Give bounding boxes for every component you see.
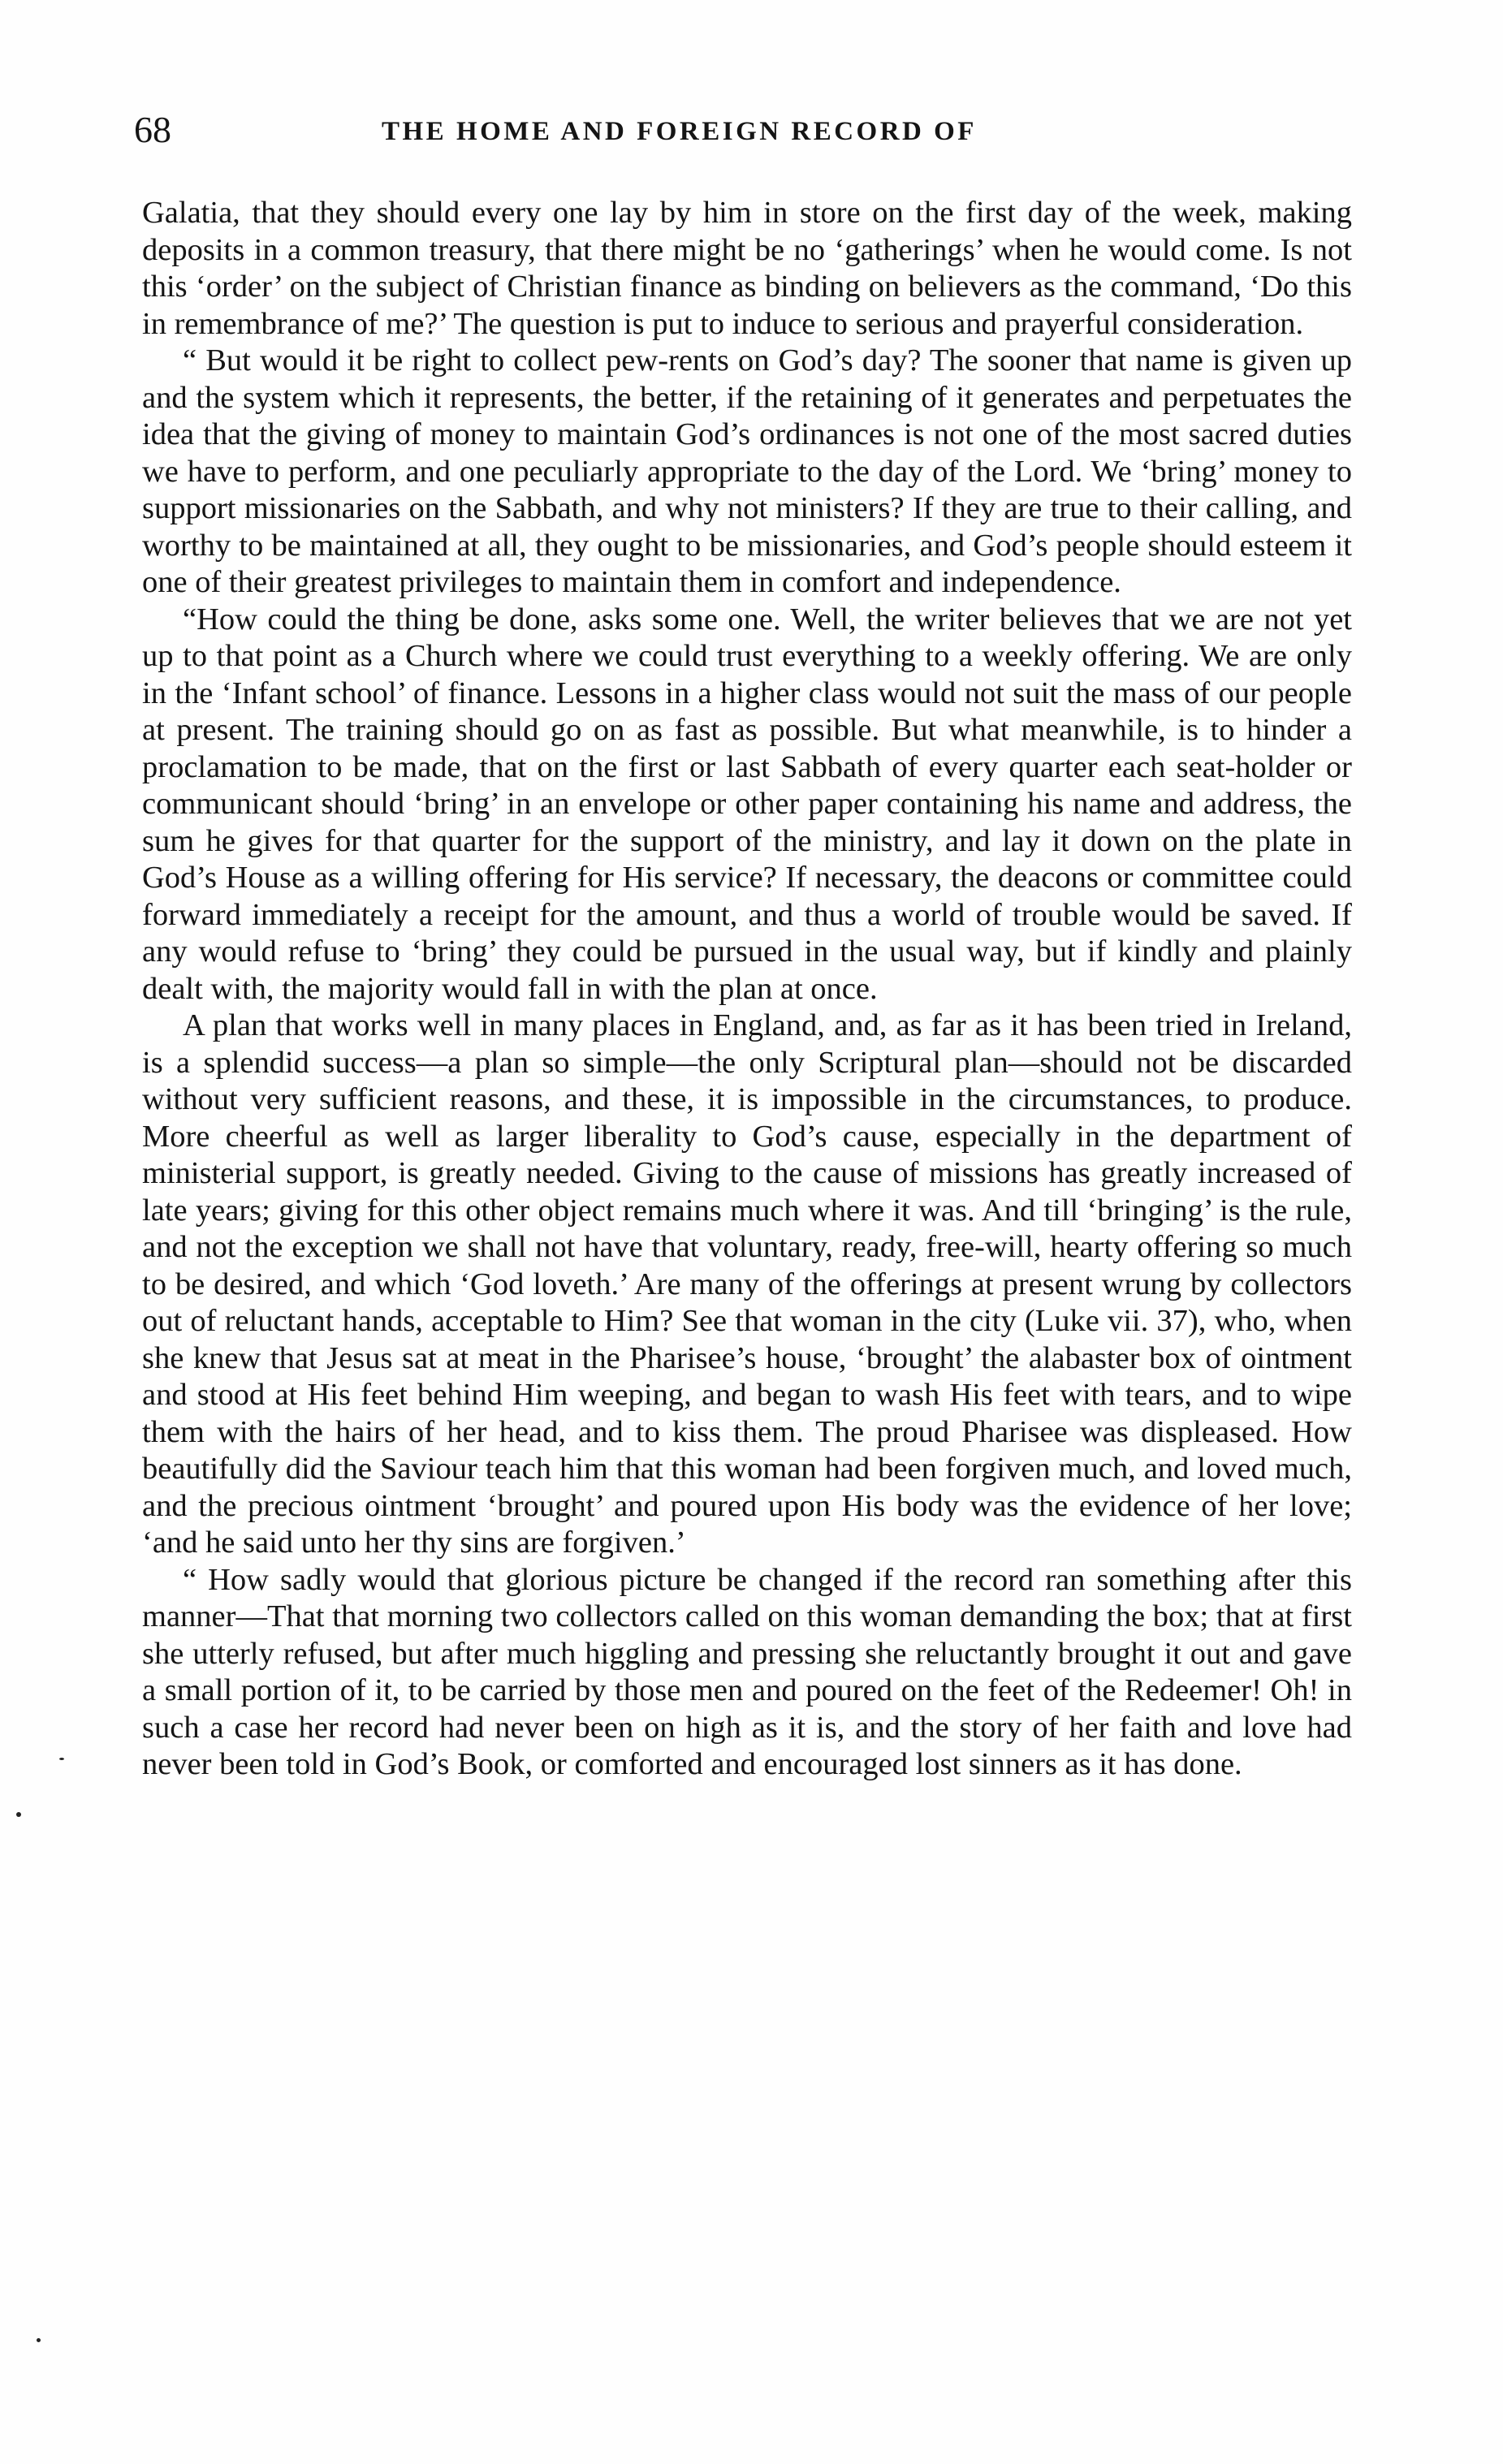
paragraph-5: “ How sadly would that glorious picture be changed if the record ran something after this manner—That that morning two collectors called on this woman demanding the box; that at first she utterly refused, but after much higgling and pressing she reluctantly brought it out and gave a small portion of it, to be carried by those men and poured on the feet of the Redeemer! Oh! in such a case her record had never been on high as it is, and the story of her faith and love had never been told in God’s Book, or comforted and encouraged lost sinners as it has done. bbox=[142, 1562, 1352, 1781]
paragraph-3: “How could the thing be done, asks some one. Well, the writer believes that we are not yet up to that point as a Church where we could trust everything to a weekly offering. We are only in the ‘Infant school’ of finance. Lessons in a higher class would not suit the mass of our people at present. The training should go on as fast as possible. But what meanwhile, is to hinder a proclamation to be made, that on the first or last Sabbath of every quarter each seat-holder or communicant should ‘bring’ in an envelope or other paper containing his name and address, the sum he gives for that quarter for the support of the ministry, and lay it down on the plate in God’s House as a willing offering for His service? If necessary, the deacons or committee could forward immediately a receipt for the amount, and thus a world of trouble would be saved. If any would refuse to ‘bring’ they could be pursued in the usual way, but if kindly and plainly dealt with, the majority would fall in with the plan at once. bbox=[142, 602, 1352, 1006]
paragraph-1: Galatia, that they should every one lay by him in store on the first day of the week, making deposits in a common treasury, that there might be no ‘gatherings’ when he would come. Is not this ‘order’ on the subject of Christian finance as binding on believers as the command, ‘Do this in remembrance of me?’ The question is put to induce to serious and prayerful consideration. bbox=[142, 196, 1352, 341]
page-number: 68 bbox=[134, 109, 171, 150]
paragraph-4: A plan that works well in many places in England, and, as far as it has been tried in Ireland, is a splendid success—a plan so simple—the only Scriptural plan—should not be discarded without very sufficient reasons, and these, it is impossible in the circumstances, to produce. More cheerful as well as larger liberality to God’s cause, especially in the department of ministerial support, is greatly needed. Giving to the cause of missions has greatly increased of late years; giving for this other object remains much where it was. And till ‘bringing’ is the rule, and not the exception we shall not have that voluntary, ready, free-will, hearty offering so much to be desired, and which ‘God loveth.’ Are many of the offerings at present wrung by collectors out of reluctant hands, acceptable to Him? See that woman in the city (Luke vii. 37), who, when she knew that Jesus sat at meat in the Pharisee’s house, ‘brought’ the alabaster box of ointment and stood at His feet behind Him weeping, and began to wash His feet with tears, and to wipe them with the hairs of her head, and to kiss them. The proud Pharisee was displeased. How beautifully did the Saviour teach him that this woman had been forgiven much, and loved much, and the precious ointment ‘brought’ and poured upon His body was the evidence of her love; ‘and he said unto her thy sins are forgiven.’ bbox=[142, 1008, 1352, 1560]
ink-speck bbox=[37, 2338, 41, 2342]
article-body bbox=[142, 195, 1352, 1784]
paragraph-2: “ But would it be right to collect pew-rents on God’s day? The sooner that name is given up and the system which it represents, the better, if the retaining of it generates and perpetuates the idea that the giving of money to maintain God’s ordinances is not one of the most sacred duties we have to perform, and one peculiarly appropriate to the day of the Lord. We ‘bring’ money to support missionaries on the Sabbath, and why not ministers? If they are true to their calling, and worthy to be maintained at all, they ought to be missionaries, and God’s people should esteem it one of their greatest privileges to maintain them in comfort and independence. bbox=[142, 343, 1352, 599]
ink-speck bbox=[16, 1812, 21, 1817]
ink-speck bbox=[59, 1758, 64, 1760]
running-header bbox=[134, 106, 1401, 162]
running-title: THE HOME AND FOREIGN RECORD OF bbox=[382, 117, 977, 146]
